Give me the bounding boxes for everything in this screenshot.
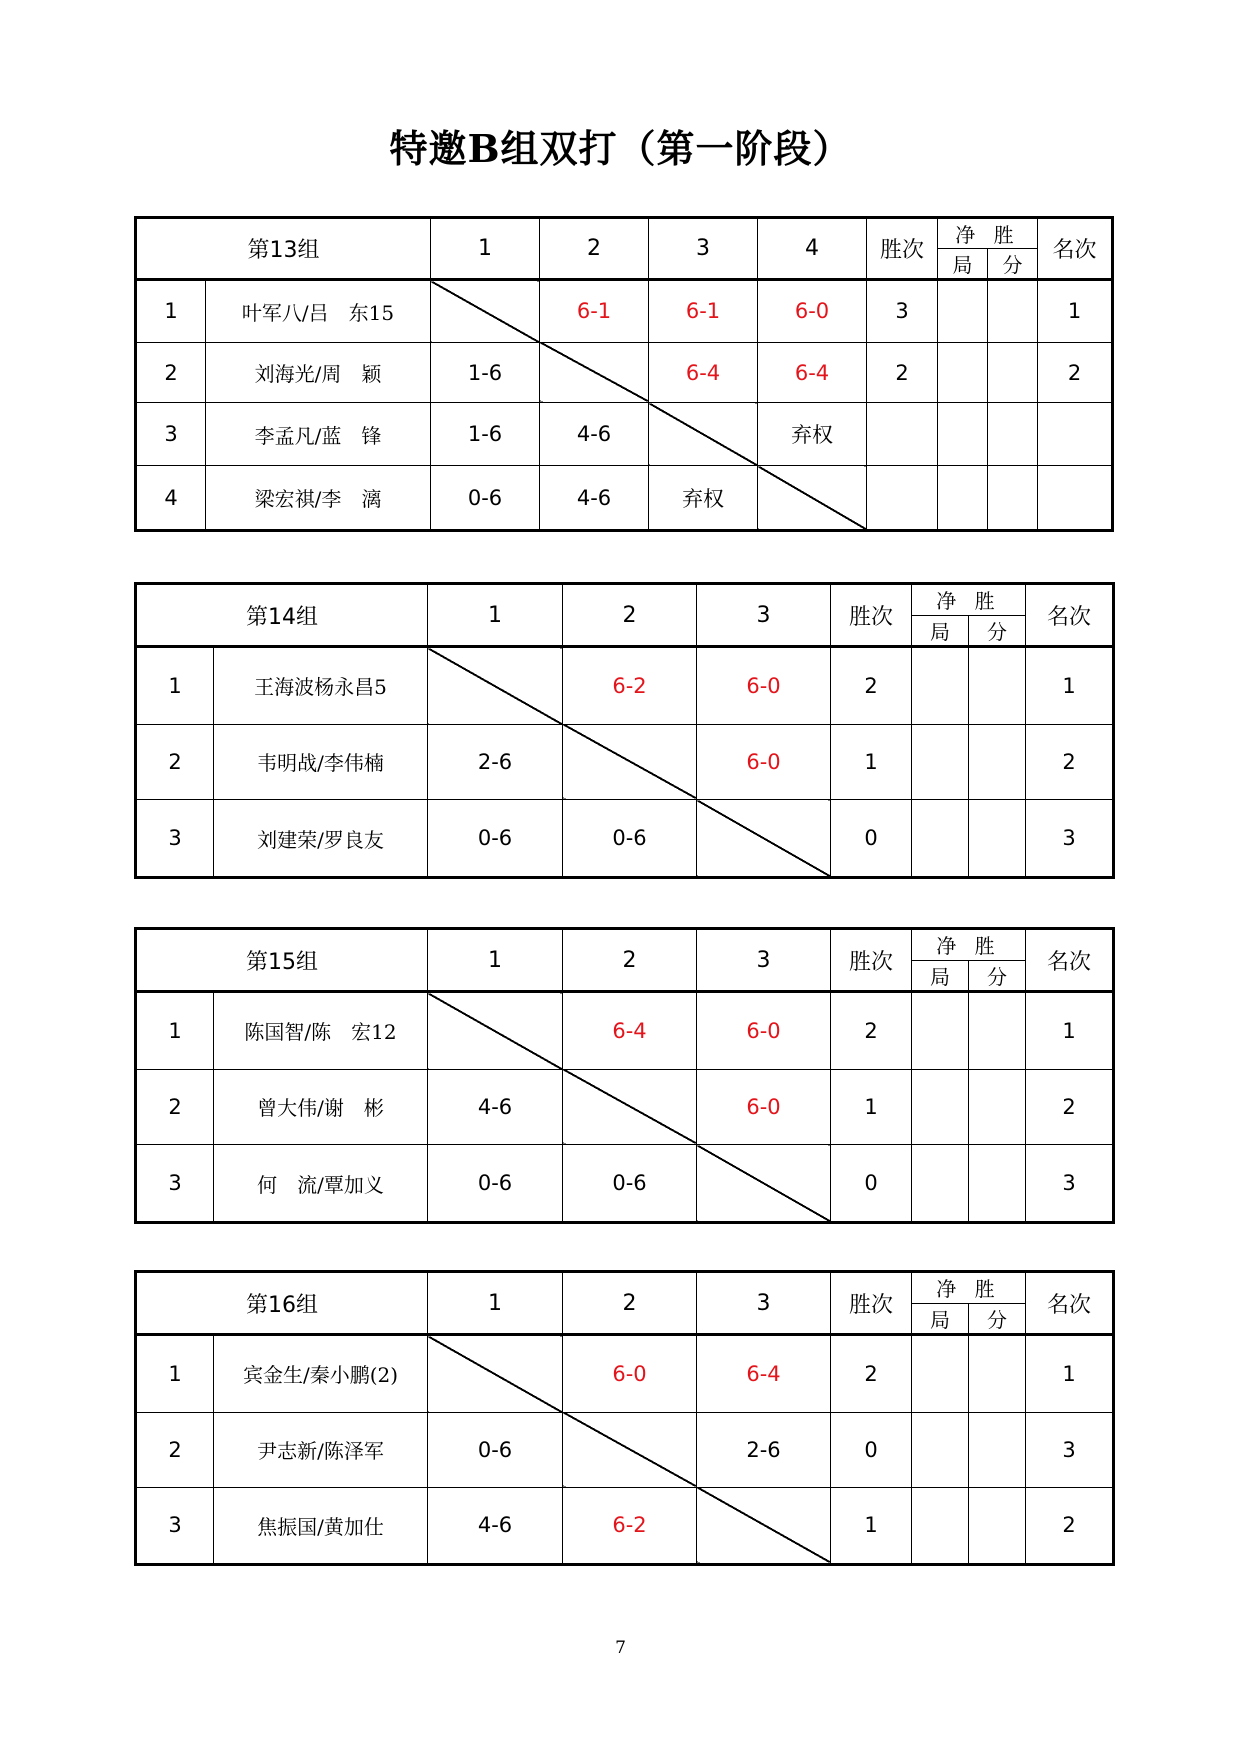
wins-count: 3 xyxy=(867,280,938,343)
group-14-table xyxy=(134,582,1112,879)
player-pair-name: 叶军八/吕 东15 xyxy=(206,280,431,343)
wins-count: 0 xyxy=(831,1145,912,1223)
self-match-cell xyxy=(428,1335,563,1413)
rank-value xyxy=(1038,466,1113,531)
table-row xyxy=(136,724,1114,799)
net-points-label: 分 xyxy=(987,964,1008,989)
wins-count: 0 xyxy=(831,800,912,878)
self-match-cell xyxy=(428,992,563,1070)
table-row xyxy=(136,1069,1114,1144)
match-score: 0-6 xyxy=(428,1412,563,1487)
player-pair-name: 王海波杨永昌5 xyxy=(214,647,428,725)
group-16-table xyxy=(134,1270,1112,1566)
column-header-rank: 名次 xyxy=(1026,584,1114,647)
wins-count: 0 xyxy=(831,1412,912,1487)
player-pair-name: 韦明战/李伟楠 xyxy=(214,724,428,799)
match-score: 4-6 xyxy=(428,1487,563,1565)
column-header-wins: 胜次 xyxy=(831,584,912,647)
table-row xyxy=(136,1145,1114,1223)
net-points-value xyxy=(969,1412,1026,1487)
table-row xyxy=(136,342,1113,403)
table-row xyxy=(136,800,1114,878)
net-win-label: 净 胜 xyxy=(912,930,1025,961)
player-pair-name: 何 流/覃加义 xyxy=(214,1145,428,1223)
rank-value: 3 xyxy=(1026,1145,1114,1223)
wins-count xyxy=(867,403,938,466)
column-header-net xyxy=(912,1272,1026,1335)
table-row xyxy=(136,992,1114,1070)
wins-count: 2 xyxy=(867,342,938,403)
wins-count: 1 xyxy=(831,1487,912,1565)
column-header-rank: 名次 xyxy=(1026,929,1114,992)
net-games-value xyxy=(912,724,969,799)
rank-value: 2 xyxy=(1026,724,1114,799)
self-match-cell xyxy=(540,342,649,403)
column-header-opponent: 3 xyxy=(649,218,758,280)
column-header-opponent: 2 xyxy=(563,1272,697,1335)
match-score: 0-6 xyxy=(428,800,563,878)
player-pair-name: 刘海光/周 颖 xyxy=(206,342,431,403)
table-row xyxy=(136,280,1113,343)
rank-value: 2 xyxy=(1026,1069,1114,1144)
rank-value: 3 xyxy=(1026,1412,1114,1487)
rank-value xyxy=(1038,403,1113,466)
seed-number: 2 xyxy=(136,1412,214,1487)
self-match-cell xyxy=(649,403,758,466)
match-score: 1-6 xyxy=(431,403,540,466)
match-score: 1-6 xyxy=(431,342,540,403)
wins-count: 2 xyxy=(831,647,912,725)
net-games-value xyxy=(912,800,969,878)
net-games-value xyxy=(938,466,988,531)
net-games-value xyxy=(912,1412,969,1487)
column-header-opponent: 2 xyxy=(540,218,649,280)
match-score: 0-6 xyxy=(431,466,540,531)
match-score: 6-4 xyxy=(649,342,758,403)
player-pair-name: 李孟凡/蓝 锋 xyxy=(206,403,431,466)
seed-number: 3 xyxy=(136,1145,214,1223)
net-points-label: 分 xyxy=(1002,253,1023,277)
match-score: 6-0 xyxy=(697,647,831,725)
rank-value: 2 xyxy=(1038,342,1113,403)
net-points-value xyxy=(969,992,1026,1070)
column-header-rank: 名次 xyxy=(1038,218,1113,280)
round-robin-table xyxy=(134,1270,1115,1566)
rank-value: 1 xyxy=(1026,1335,1114,1413)
match-score: 2-6 xyxy=(428,724,563,799)
net-games-value xyxy=(912,1335,969,1413)
column-header-net xyxy=(938,218,1038,280)
player-pair-name: 陈国智/陈 宏12 xyxy=(214,992,428,1070)
self-match-cell xyxy=(697,1145,831,1223)
match-score: 6-2 xyxy=(563,1487,697,1565)
rank-value: 1 xyxy=(1026,992,1114,1070)
round-robin-table xyxy=(134,582,1115,879)
self-match-cell xyxy=(563,1069,697,1144)
net-points-value xyxy=(969,1335,1026,1413)
player-pair-name: 曾大伟/谢 彬 xyxy=(214,1069,428,1144)
self-match-cell xyxy=(758,466,867,531)
seed-number: 3 xyxy=(136,1487,214,1565)
rank-value: 2 xyxy=(1026,1487,1114,1565)
group-name: 第14组 xyxy=(136,584,428,647)
rank-value: 1 xyxy=(1038,280,1113,343)
page-title: 特邀B组双打（第一阶段） xyxy=(389,126,852,171)
self-match-cell xyxy=(563,1412,697,1487)
column-header-opponent: 2 xyxy=(563,929,697,992)
round-robin-table xyxy=(134,927,1115,1224)
column-header-opponent: 2 xyxy=(563,584,697,647)
seed-number: 2 xyxy=(136,1069,214,1144)
match-score: 6-1 xyxy=(540,280,649,343)
match-score: 4-6 xyxy=(428,1069,563,1144)
column-header-opponent: 1 xyxy=(431,218,540,280)
net-games-label: 局 xyxy=(912,961,969,991)
net-win-label: 净 胜 xyxy=(912,585,1025,616)
seed-number: 4 xyxy=(136,466,206,531)
match-score: 2-6 xyxy=(697,1412,831,1487)
match-score: 弃权 xyxy=(758,403,867,466)
match-score: 弃权 xyxy=(649,466,758,531)
table-row xyxy=(136,403,1113,466)
seed-number: 1 xyxy=(136,280,206,343)
round-robin-table xyxy=(134,216,1114,532)
self-match-cell xyxy=(697,800,831,878)
player-pair-name: 宾金生/秦小鹏(2) xyxy=(214,1335,428,1413)
column-header-net xyxy=(912,584,1026,647)
self-match-cell xyxy=(428,647,563,725)
net-points-label: 分 xyxy=(987,619,1008,644)
net-games-value xyxy=(912,1145,969,1223)
group-13-table xyxy=(134,216,1112,532)
net-games-value xyxy=(938,403,988,466)
player-pair-name: 梁宏祺/李 漓 xyxy=(206,466,431,531)
match-score: 6-4 xyxy=(758,342,867,403)
column-header-net xyxy=(912,929,1026,992)
match-score: 6-0 xyxy=(697,992,831,1070)
column-header-opponent: 1 xyxy=(428,929,563,992)
match-score: 0-6 xyxy=(563,800,697,878)
net-points-value xyxy=(988,466,1038,531)
rank-value: 3 xyxy=(1026,800,1114,878)
net-points-value xyxy=(988,280,1038,343)
self-match-cell xyxy=(697,1487,831,1565)
seed-number: 3 xyxy=(136,403,206,466)
column-header-opponent: 3 xyxy=(697,584,831,647)
group-15-table xyxy=(134,927,1112,1224)
net-games-value xyxy=(938,280,988,343)
player-pair-name: 焦振国/黄加仕 xyxy=(214,1487,428,1565)
net-games-label: 局 xyxy=(912,616,969,646)
seed-number: 1 xyxy=(136,992,214,1070)
column-header-opponent: 1 xyxy=(428,584,563,647)
net-points-label: 分 xyxy=(987,1307,1008,1332)
net-games-value xyxy=(938,342,988,403)
net-points-value xyxy=(988,342,1038,403)
player-pair-name: 刘建荣/罗良友 xyxy=(214,800,428,878)
table-row xyxy=(136,1335,1114,1413)
wins-count: 2 xyxy=(831,992,912,1070)
column-header-rank: 名次 xyxy=(1026,1272,1114,1335)
net-win-label: 净 胜 xyxy=(938,219,1037,249)
rank-value: 1 xyxy=(1026,647,1114,725)
player-pair-name: 尹志新/陈泽军 xyxy=(214,1412,428,1487)
table-row xyxy=(136,647,1114,725)
match-score: 6-1 xyxy=(649,280,758,343)
wins-count: 2 xyxy=(831,1335,912,1413)
net-points-value xyxy=(988,403,1038,466)
match-score: 6-2 xyxy=(563,647,697,725)
group-name: 第15组 xyxy=(136,929,428,992)
column-header-wins: 胜次 xyxy=(867,218,938,280)
net-games-value xyxy=(912,992,969,1070)
wins-count: 1 xyxy=(831,1069,912,1144)
net-games-label: 局 xyxy=(938,249,988,278)
net-points-value xyxy=(969,800,1026,878)
net-games-value xyxy=(912,1487,969,1565)
match-score: 6-4 xyxy=(697,1335,831,1413)
match-score: 6-0 xyxy=(758,280,867,343)
self-match-cell xyxy=(563,724,697,799)
match-score: 0-6 xyxy=(428,1145,563,1223)
net-games-value xyxy=(912,647,969,725)
match-score: 4-6 xyxy=(540,403,649,466)
match-score: 4-6 xyxy=(540,466,649,531)
group-name: 第13组 xyxy=(136,218,431,280)
net-points-value xyxy=(969,1487,1026,1565)
seed-number: 1 xyxy=(136,647,214,725)
wins-count: 1 xyxy=(831,724,912,799)
match-score: 6-0 xyxy=(563,1335,697,1413)
match-score: 6-0 xyxy=(697,724,831,799)
seed-number: 3 xyxy=(136,800,214,878)
net-points-value xyxy=(969,1069,1026,1144)
net-games-value xyxy=(912,1069,969,1144)
group-name: 第16组 xyxy=(136,1272,428,1335)
page-number: 7 xyxy=(615,1638,626,1658)
net-points-value xyxy=(969,724,1026,799)
net-games-label: 局 xyxy=(912,1304,969,1334)
match-score: 6-0 xyxy=(697,1069,831,1144)
match-score: 0-6 xyxy=(563,1145,697,1223)
net-points-value xyxy=(969,647,1026,725)
seed-number: 2 xyxy=(136,724,214,799)
table-row xyxy=(136,466,1113,531)
column-header-opponent: 1 xyxy=(428,1272,563,1335)
column-header-opponent: 4 xyxy=(758,218,867,280)
seed-number: 1 xyxy=(136,1335,214,1413)
net-win-label: 净 胜 xyxy=(912,1273,1025,1304)
seed-number: 2 xyxy=(136,342,206,403)
column-header-opponent: 3 xyxy=(697,929,831,992)
column-header-wins: 胜次 xyxy=(831,1272,912,1335)
net-points-value xyxy=(969,1145,1026,1223)
match-score: 6-4 xyxy=(563,992,697,1070)
table-row xyxy=(136,1412,1114,1487)
self-match-cell xyxy=(431,280,540,343)
column-header-wins: 胜次 xyxy=(831,929,912,992)
column-header-opponent: 3 xyxy=(697,1272,831,1335)
wins-count xyxy=(867,466,938,531)
table-row xyxy=(136,1487,1114,1565)
